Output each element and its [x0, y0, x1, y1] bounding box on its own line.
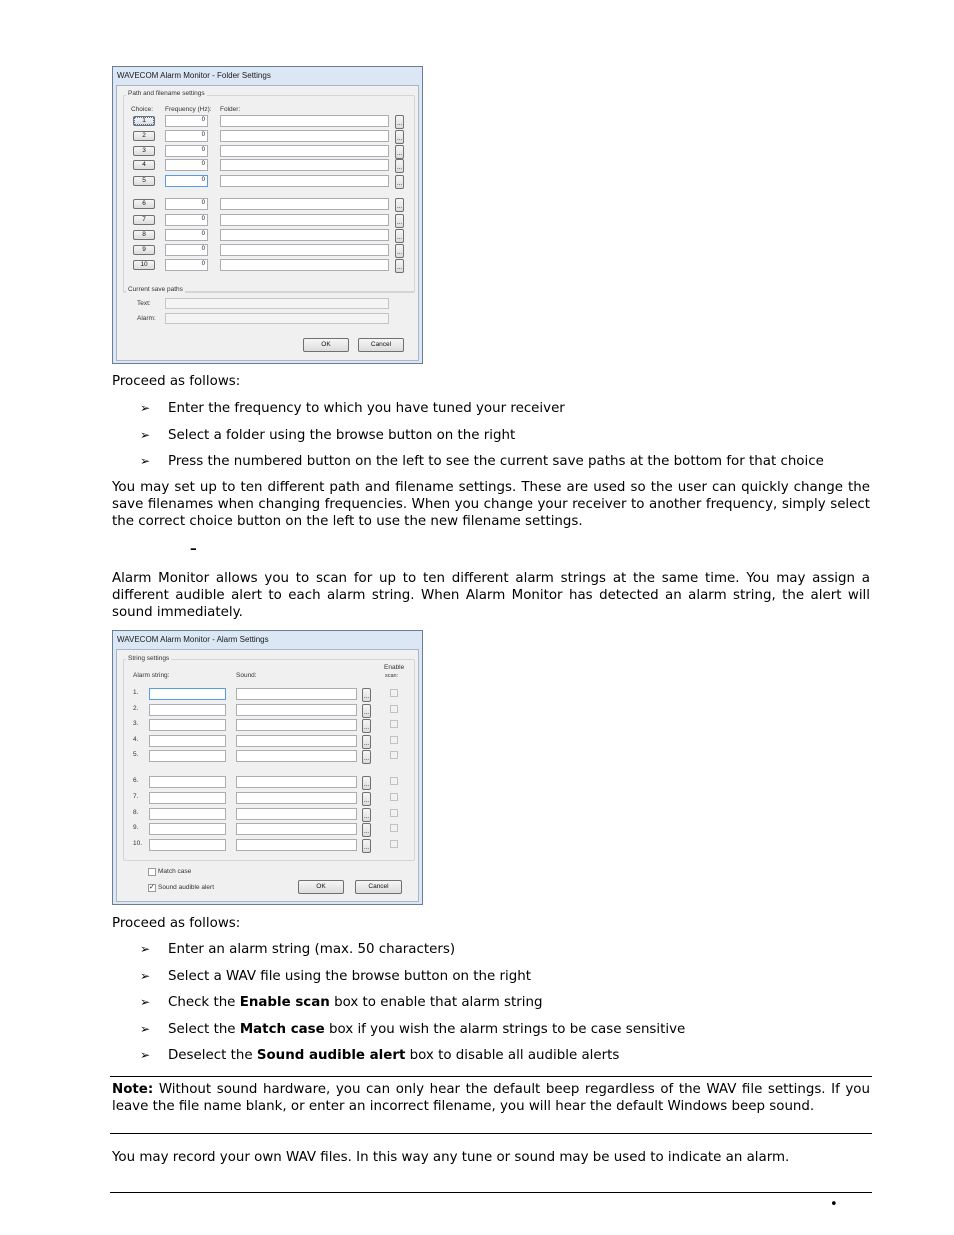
alarm-row-number: 10. — [133, 840, 143, 847]
browse-button[interactable]: ... — [362, 688, 371, 702]
choice-button-9[interactable]: 9 — [133, 245, 155, 255]
alarm-path-field — [165, 313, 389, 324]
frequency-input[interactable]: 0 — [165, 214, 208, 226]
frequency-column-label: Frequency (Hz): — [165, 106, 212, 113]
enable-scan-checkbox[interactable] — [390, 777, 398, 785]
sound-file-input[interactable] — [236, 735, 357, 747]
alarm-intro-paragraph: Alarm Monitor allows you to scan for up to ten different alarm strings at the same time. You may assign a different audible alert to each alarm string. When Alarm Monitor has detected an alarm string, the alert will sound immediately. — [112, 571, 870, 620]
alarm-settings-dialog — [112, 630, 423, 905]
browse-button[interactable]: ... — [362, 823, 371, 837]
alarm-path-label: Alarm: — [137, 315, 156, 322]
alarm-string-input[interactable] — [149, 792, 226, 804]
choice-button-2[interactable]: 2 — [133, 131, 155, 141]
sound-column-label: Sound: — [236, 672, 257, 679]
alarm-string-input[interactable] — [149, 735, 226, 747]
sound-file-input[interactable] — [236, 719, 357, 731]
proceed-label: Proceed as follows: — [112, 916, 241, 931]
folder-input[interactable] — [220, 229, 389, 241]
choice-column-label: Choice: — [131, 106, 154, 113]
note-bottom-rule — [110, 1133, 872, 1134]
alarm-row-number: 3. — [133, 720, 139, 727]
browse-button[interactable]: ... — [395, 145, 404, 159]
match-case-checkbox[interactable] — [148, 868, 156, 876]
enable-column-label: Enable — [384, 664, 405, 671]
folder-input[interactable] — [220, 145, 389, 157]
choice-button-10[interactable]: 10 — [133, 260, 155, 270]
folder-input[interactable] — [220, 259, 389, 271]
browse-button[interactable]: ... — [395, 130, 404, 144]
frequency-input[interactable]: 0 — [165, 244, 208, 256]
browse-button[interactable]: ... — [395, 229, 404, 243]
browse-button[interactable]: ... — [362, 839, 371, 853]
frequency-input[interactable]: 0 — [165, 159, 208, 171]
alarm-string-input[interactable] — [149, 839, 226, 851]
enable-scan-checkbox[interactable] — [390, 736, 398, 744]
sound-file-input[interactable] — [236, 688, 357, 700]
enable-scan-checkbox[interactable] — [390, 793, 398, 801]
folder-input[interactable] — [220, 130, 389, 142]
arrow-bullet-icon: ➢ — [140, 1021, 151, 1036]
text-path-field — [165, 298, 389, 309]
browse-button[interactable]: ... — [362, 719, 371, 733]
enable-scan-checkbox[interactable] — [390, 751, 398, 759]
frequency-input[interactable]: 0 — [165, 145, 208, 157]
enable-scan-checkbox[interactable] — [390, 809, 398, 817]
folder-input[interactable] — [220, 214, 389, 226]
sound-file-input[interactable] — [236, 792, 357, 804]
alarm-string-input[interactable] — [149, 704, 226, 716]
choice-button-8[interactable]: 8 — [133, 230, 155, 240]
dialog-title: WAVECOM Alarm Monitor - Alarm Settings — [117, 635, 269, 644]
alarm-row-number: 8. — [133, 809, 139, 816]
frequency-input[interactable]: 0 — [165, 115, 208, 127]
arrow-bullet-icon: ➢ — [140, 427, 151, 442]
browse-button[interactable]: ... — [362, 792, 371, 806]
frequency-input[interactable]: 0 — [165, 175, 208, 187]
alarm-string-input[interactable] — [149, 823, 226, 835]
sound-file-input[interactable] — [236, 704, 357, 716]
proceed-label: Proceed as follows: — [112, 374, 241, 389]
enable-scan-checkbox[interactable] — [390, 720, 398, 728]
enable-column-label-2: scan: — [385, 673, 399, 679]
sound-audible-alert-label: Sound audible alert — [158, 884, 215, 891]
sound-audible-alert-checkbox[interactable] — [148, 884, 156, 892]
arrow-bullet-icon: ➢ — [140, 1048, 151, 1062]
group-title: String settings — [128, 655, 170, 662]
ok-button[interactable]: OK — [303, 338, 349, 352]
sound-file-input[interactable] — [236, 839, 357, 851]
alarm-row-number: 7. — [133, 793, 139, 800]
frequency-input[interactable]: 0 — [165, 130, 208, 142]
text-path-label: Text: — [137, 300, 151, 307]
choice-button-1[interactable]: 1 — [133, 116, 155, 126]
list-item: ➢ Check the Enable scan box to enable that alarm string — [140, 995, 543, 1010]
alarm-row-number: 5. — [133, 751, 139, 758]
match-case-label: Match case — [158, 868, 192, 875]
enable-scan-checkbox[interactable] — [390, 689, 398, 697]
alarm-string-input[interactable] — [149, 776, 226, 788]
folder-input[interactable] — [220, 198, 389, 210]
browse-button[interactable]: ... — [395, 244, 404, 258]
list-item: ➢ Select a folder using the browse button on the right — [140, 427, 516, 443]
alarm-row-number: 1. — [133, 689, 139, 696]
browse-button[interactable]: ... — [395, 115, 404, 129]
sound-file-input[interactable] — [236, 823, 357, 835]
folder-input[interactable] — [220, 244, 389, 256]
arrow-bullet-icon: ➢ — [140, 968, 151, 983]
alarm-row-number: 4. — [133, 736, 139, 743]
section-heading-dash: – — [190, 542, 197, 557]
enable-scan-checkbox[interactable] — [390, 840, 398, 848]
alarm-string-input[interactable] — [149, 808, 226, 820]
folder-input[interactable] — [220, 159, 389, 171]
browse-button[interactable]: ... — [395, 159, 404, 173]
choice-button-5[interactable]: 5 — [133, 176, 155, 186]
enable-scan-checkbox[interactable] — [390, 705, 398, 713]
dialog-client-area — [116, 85, 419, 361]
folder-steps-list — [140, 400, 880, 480]
alarm-string-input[interactable] — [149, 688, 226, 700]
alarm-string-input[interactable] — [149, 719, 226, 731]
alarm-row-number: 9. — [133, 824, 139, 831]
alarm-steps-list — [140, 941, 880, 1074]
list-item: ➢ Press the numbered button on the left to see the current save paths at the bottom for that choice — [140, 454, 824, 469]
frequency-input[interactable]: 0 — [165, 259, 208, 271]
browse-button[interactable]: ... — [395, 259, 404, 273]
cancel-button[interactable]: Cancel — [358, 338, 404, 352]
list-item: ➢ Deselect the Sound audible alert box to disable all audible alerts — [140, 1048, 620, 1063]
choice-button-7[interactable]: 7 — [133, 215, 155, 225]
alarm-string-column-label: Alarm string: — [133, 672, 170, 679]
browse-button[interactable]: ... — [362, 704, 371, 718]
browse-button[interactable]: ... — [362, 750, 371, 764]
enable-scan-checkbox[interactable] — [390, 824, 398, 832]
browse-button[interactable]: ... — [362, 735, 371, 749]
choice-button-4[interactable]: 4 — [133, 160, 155, 170]
list-item: ➢ Select a WAV file using the browse button on the right — [140, 968, 531, 984]
closing-paragraph: You may record your own WAV files. In this way any tune or sound may be used to indicate an alarm. — [112, 1150, 790, 1165]
ok-button[interactable]: OK — [298, 880, 344, 894]
arrow-bullet-icon: ➢ — [140, 401, 151, 415]
dialog-client-area — [116, 649, 419, 902]
sound-file-input[interactable] — [236, 776, 357, 788]
group-title: Path and filename settings — [128, 90, 205, 97]
folder-input[interactable] — [220, 115, 389, 127]
choice-button-3[interactable]: 3 — [133, 146, 155, 156]
folder-input[interactable] — [220, 175, 389, 187]
paths-paragraph: You may set up to ten different path and filename settings. These are used so the user can quickly change the save filenames when changing frequencies. When you change your receiver to another frequency, simply select the correct choice button on the left to use the new filename settings. — [112, 480, 870, 529]
cancel-button[interactable]: Cancel — [355, 880, 402, 894]
browse-button[interactable]: ... — [395, 214, 404, 228]
arrow-bullet-icon: ➢ — [140, 942, 151, 956]
browse-button[interactable]: ... — [395, 175, 404, 189]
frequency-input[interactable]: 0 — [165, 229, 208, 241]
group-title: Current save paths — [128, 286, 183, 293]
note-top-rule — [110, 1076, 872, 1077]
browse-button[interactable]: ... — [362, 776, 371, 790]
note-paragraph: Note: Without sound hardware, you can only hear the default beep regardless of the WAV file settings. If you leave the file name blank, or enter an incorrect filename, you will hear the default Windows beep sound. — [112, 1082, 870, 1114]
alarm-row-number: 6. — [133, 777, 139, 784]
folder-column-label: Folder: — [220, 106, 241, 113]
list-item: ➢ Enter the frequency to which you have tuned your receiver — [140, 401, 565, 416]
list-item: ➢ Select the Match case box if you wish the alarm strings to be case sensitive — [140, 1021, 686, 1037]
dialog-title: WAVECOM Alarm Monitor - Folder Settings — [117, 71, 271, 80]
sound-file-input[interactable] — [236, 750, 357, 762]
browse-button[interactable]: ... — [362, 808, 371, 822]
footer-rule — [110, 1192, 872, 1193]
frequency-input[interactable]: 0 — [165, 198, 208, 210]
sound-file-input[interactable] — [236, 808, 357, 820]
browse-button[interactable]: ... — [395, 198, 404, 212]
choice-button-6[interactable]: 6 — [133, 199, 155, 209]
alarm-row-number: 2. — [133, 705, 139, 712]
footer-bullet: • — [830, 1197, 838, 1212]
folder-settings-dialog — [112, 66, 423, 364]
arrow-bullet-icon: ➢ — [140, 995, 151, 1009]
arrow-bullet-icon: ➢ — [140, 454, 151, 468]
list-item: ➢ Enter an alarm string (max. 50 characters) — [140, 942, 456, 957]
alarm-string-input[interactable] — [149, 750, 226, 762]
